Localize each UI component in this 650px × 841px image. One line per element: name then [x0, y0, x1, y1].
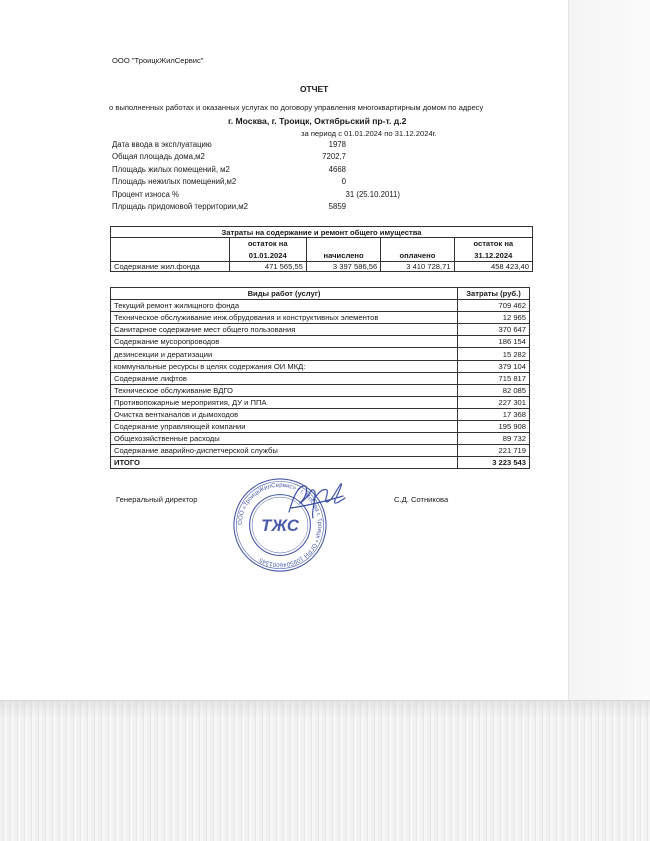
work-name: Очистка вентканалов и дымоходов [111, 408, 458, 420]
scanner-background [0, 700, 650, 841]
header-accrued-top [306, 238, 380, 250]
info-row [112, 165, 472, 177]
works-total-label: ИТОГО [111, 457, 458, 469]
work-name: Санитарное содержание мест общего пользования [111, 324, 458, 336]
work-amount: 227 301 [458, 396, 530, 408]
handwritten-signature [283, 478, 349, 524]
info-label: Общая площадь дома,м2 [112, 152, 205, 162]
header-accrued: начислено [306, 250, 380, 262]
costs-row [111, 262, 533, 272]
stamp-center-text: ТЖС [261, 515, 299, 535]
info-row [112, 202, 472, 214]
works-row [111, 396, 530, 408]
info-label: Площадь нежилых помещений,м2 [112, 177, 237, 187]
work-name: Техническое обслуживание ВДГО [111, 384, 458, 396]
work-amount: 186 154 [458, 336, 530, 348]
costs-table [110, 226, 533, 272]
info-value: 5859 [328, 202, 346, 211]
report-period: за период с 01.01.2024 по 31.12.2024г. [301, 129, 437, 138]
work-name: дезинсекции и дератизации [111, 348, 458, 360]
costs-balance-end: 458 423,40 [454, 262, 532, 272]
header-work-type: Виды работ (услуг) [111, 288, 458, 300]
work-name: Противопожарные мероприятия, ДУ и ППА [111, 396, 458, 408]
work-name: Текущий ремонт жилищного фонда [111, 300, 458, 312]
work-name: коммунальные ресурсы в целях содержания ОИ МКД: [111, 360, 458, 372]
report-title: ОТЧЕТ [300, 84, 329, 94]
work-amount: 370 647 [458, 324, 530, 336]
work-name: Техническое обслуживание инж.обрудования и конструктивных элементов [111, 312, 458, 324]
work-amount: 379 104 [458, 360, 530, 372]
company-name: ООО "ТроицкЖилСервис" [112, 56, 204, 65]
info-label: Площадь жилых помещений, м2 [112, 164, 230, 174]
page-edge-shadow [568, 0, 650, 700]
work-name: Общехозяйственные расходы [111, 433, 458, 445]
work-amount: 17 368 [458, 408, 530, 420]
work-amount: 715 817 [458, 372, 530, 384]
info-row [112, 140, 472, 152]
works-row [111, 324, 530, 336]
info-row [112, 152, 472, 164]
works-row [111, 336, 530, 348]
work-amount: 195 908 [458, 421, 530, 433]
works-row [111, 421, 530, 433]
works-row [111, 445, 530, 457]
costs-balance-start: 471 565,55 [229, 262, 306, 272]
stamp-ring-text: ООО «ТроицкЖилСервис» • г. Москва г. Троицк • ОГРН 1095046001345 [237, 482, 323, 568]
costs-table-title: Затраты на содержание и ремонт общего имущества [111, 227, 533, 238]
work-name: Содержание мусоропроводов [111, 336, 458, 348]
work-amount: 82 085 [458, 384, 530, 396]
work-amount: 709 462 [458, 300, 530, 312]
info-value: 7202,7 [322, 152, 346, 162]
info-row [112, 190, 472, 202]
info-value: 4668 [328, 164, 346, 174]
works-row [111, 408, 530, 420]
header-balance-end-2: 31.12.2024 [454, 250, 532, 262]
director-title: Генеральный директор [116, 495, 198, 504]
works-total-amount: 3 223 543 [458, 457, 530, 469]
info-row [112, 177, 472, 189]
costs-accrued: 3 397 586,56 [306, 262, 380, 272]
costs-corner-cell-2 [111, 250, 230, 262]
works-row [111, 433, 530, 445]
works-row [111, 300, 530, 312]
info-label: Процент износа % [112, 189, 179, 199]
work-amount: 12 965 [458, 312, 530, 324]
costs-corner-cell [111, 238, 230, 250]
works-row [111, 360, 530, 372]
header-work-cost: Затраты (руб.) [458, 288, 530, 300]
works-row [111, 312, 530, 324]
works-table-header [111, 288, 530, 300]
header-paid: оплачено [381, 250, 454, 262]
info-value: 0 [341, 177, 346, 187]
works-row [111, 372, 530, 384]
work-amount: 221 719 [458, 445, 530, 457]
info-label: Дата ввода в эксплуатацию [112, 140, 212, 149]
works-table [110, 287, 530, 469]
header-balance-start-1: остаток на [229, 238, 306, 250]
report-subtitle: о выполненных работах и оказанных услугах по договору управления многоквартирным домом по адресу [109, 103, 484, 112]
work-name: Содержание аварийно-диспетчерской службы [111, 445, 458, 457]
costs-row-label: Содержание жил.фонда [111, 262, 230, 272]
header-balance-start-2: 01.01.2024 [229, 250, 306, 262]
works-total-row [111, 457, 530, 469]
work-amount: 15 282 [458, 348, 530, 360]
header-balance-end-1: остаток на [454, 238, 532, 250]
work-name: Содержание лифтов [111, 372, 458, 384]
info-value: 31 (25.10.2011) [345, 189, 400, 199]
work-name: Содержание управляющей компании [111, 421, 458, 433]
header-paid-top [381, 238, 454, 250]
info-value: 1978 [328, 140, 346, 149]
works-row [111, 348, 530, 360]
info-label: Плрщадь придомовой территории,м2 [112, 202, 249, 211]
costs-paid: 3 410 728,71 [381, 262, 454, 272]
director-name: С.Д. Сотникова [394, 495, 449, 504]
work-amount: 89 732 [458, 433, 530, 445]
works-row [111, 384, 530, 396]
building-address: г. Москва, г. Троицк, Октябрьский пр-т. д.2 [228, 116, 407, 126]
